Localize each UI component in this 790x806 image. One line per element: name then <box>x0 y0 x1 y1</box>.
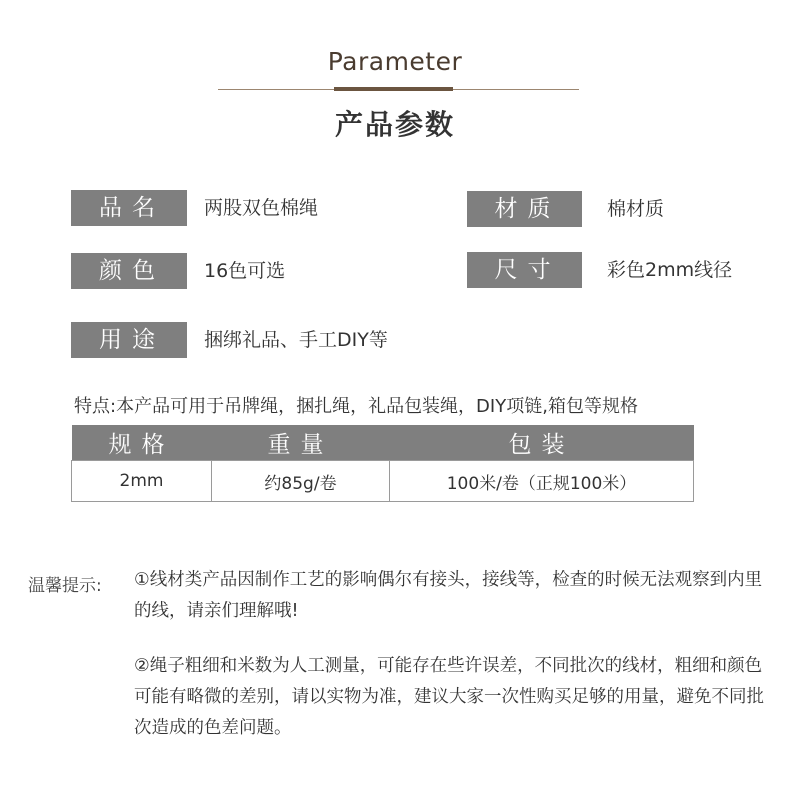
table-header-spec: 规格 <box>72 425 212 461</box>
param-label-usage: 用途 <box>71 322 187 358</box>
table-cell-package: 100米/卷（正规100米） <box>390 461 694 502</box>
table-header-package: 包装 <box>390 425 694 461</box>
page-title-cn: 产品参数 <box>334 108 455 141</box>
table-header-weight: 重量 <box>212 425 390 461</box>
param-label-material: 材质 <box>467 191 582 227</box>
param-label-size: 尺寸 <box>467 252 582 288</box>
title-divider-accent <box>334 87 453 91</box>
param-value-usage: 捆绑礼品、手工DIY等 <box>204 329 388 351</box>
table-cell-weight: 约85g/卷 <box>212 461 390 502</box>
table-header-row <box>72 425 694 461</box>
table-row <box>72 461 694 502</box>
param-label-color: 颜色 <box>71 253 187 289</box>
tip-item-1: ①线材类产品因制作工艺的影响偶尔有接头，接线等，检查的时候无法观察到内里的线，请亲们理解哦! <box>134 570 763 621</box>
tips-label: 温馨提示: <box>28 576 102 596</box>
param-value-name: 两股双色棉绳 <box>204 197 319 219</box>
param-value-color: 16色可选 <box>204 260 286 282</box>
tip-item-2: ②绳子粗细和米数为人工测量，可能存在些许误差，不同批次的线材，粗细和颜色可能有略微的差别，请以实物为准，建议大家一次性购买足够的用量，避免不同批次造成的色差问题。 <box>134 656 764 738</box>
feature-text: 特点:本产品可用于吊牌绳，捆扎绳，礼品包装绳，DIY项链,箱包等规格 <box>74 396 638 417</box>
param-label-name: 品名 <box>71 190 187 226</box>
spec-table <box>71 425 694 502</box>
param-value-material: 棉材质 <box>607 198 665 220</box>
table-cell-spec: 2mm <box>72 461 212 502</box>
page-title-en: Parameter <box>327 47 463 76</box>
param-value-size: 彩色2mm线径 <box>607 259 733 281</box>
